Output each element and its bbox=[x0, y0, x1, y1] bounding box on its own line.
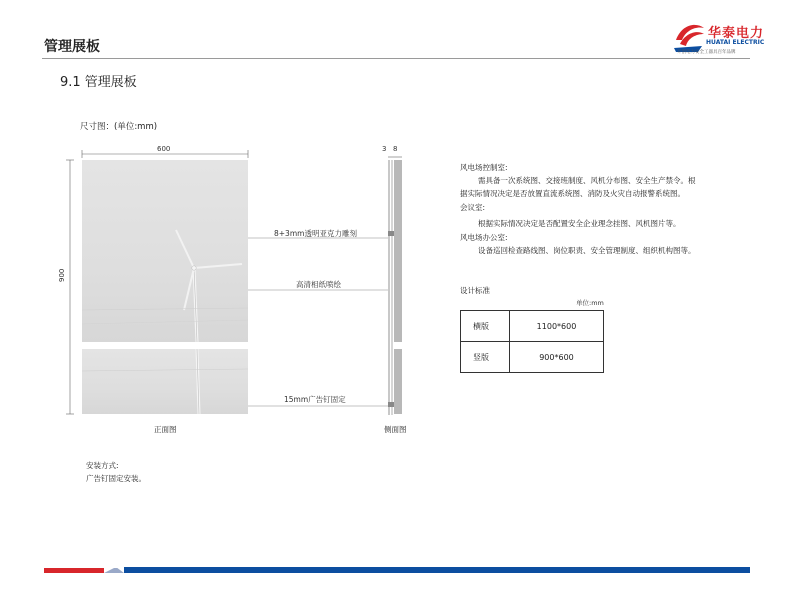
side-dim-3: 3 bbox=[382, 145, 387, 153]
spec-label-landscape: 横版 bbox=[461, 311, 510, 342]
table-row bbox=[461, 311, 604, 342]
logo-brand-name: 华泰电力 bbox=[708, 26, 765, 41]
spec-table bbox=[460, 310, 604, 373]
spec-title: 设计标准 bbox=[460, 286, 490, 295]
wind-turbine-illustration bbox=[82, 160, 248, 342]
desc-body-meeting-room: 根据实际情况决定是否配置安全企业理念挂图、风机图片等。 bbox=[478, 219, 681, 228]
callout-acrylic: 8+3mm透明亚克力雕刻 bbox=[274, 229, 357, 238]
size-caption: 尺寸图：(单位:mm) bbox=[80, 122, 158, 132]
install-title: 安装方式: bbox=[86, 461, 119, 470]
front-view-panel-top bbox=[82, 160, 248, 342]
table-row bbox=[461, 342, 604, 373]
desc-body-control-room-2: 据实际情况决定是否放置直流系统图、消防及火灾自动报警系统图。 bbox=[460, 189, 685, 198]
front-view-caption: 正面图 bbox=[154, 425, 177, 434]
spec-value-portrait: 900*600 bbox=[510, 342, 604, 373]
logo-slogan: 开创电力安全工器具百年品牌 bbox=[677, 50, 736, 55]
install-text: 广告钉固定安装。 bbox=[86, 474, 146, 483]
side-view-caption: 侧面图 bbox=[384, 425, 407, 434]
height-dimension: 900 bbox=[58, 268, 66, 282]
spec-unit: 单位:mm bbox=[576, 299, 604, 307]
spec-value-landscape: 1100*600 bbox=[510, 311, 604, 342]
footer-stripe bbox=[44, 567, 750, 573]
desc-body-control-room-1: 需具备一次系统图、交接班制度、风机分布图、安全生产禁令。根 bbox=[478, 176, 696, 185]
width-dimension: 600 bbox=[157, 145, 171, 153]
spec-label-portrait: 竖版 bbox=[461, 342, 510, 373]
desc-body-office: 设备巡回检查路线图、岗位职责、安全管理制度、组织机构图等。 bbox=[478, 246, 696, 255]
desc-heading-meeting-room: 会议室: bbox=[460, 203, 486, 212]
side-view-lines bbox=[380, 145, 410, 425]
logo-brand-english: HUATAI ELECTRIC bbox=[706, 39, 765, 46]
desc-heading-office: 风电场办公室: bbox=[460, 233, 508, 242]
front-view-panel-bottom bbox=[82, 349, 248, 414]
header-divider bbox=[42, 58, 750, 59]
callout-photo-print: 高清相纸喷绘 bbox=[296, 280, 341, 289]
section-title: 9.1 管理展板 bbox=[60, 75, 137, 90]
desc-heading-control-room: 风电场控制室: bbox=[460, 163, 508, 172]
callout-nail-fixing: 15mm广告钉固定 bbox=[284, 395, 346, 404]
side-dim-8: 8 bbox=[393, 145, 398, 153]
page-header-title: 管理展板 bbox=[44, 39, 100, 55]
